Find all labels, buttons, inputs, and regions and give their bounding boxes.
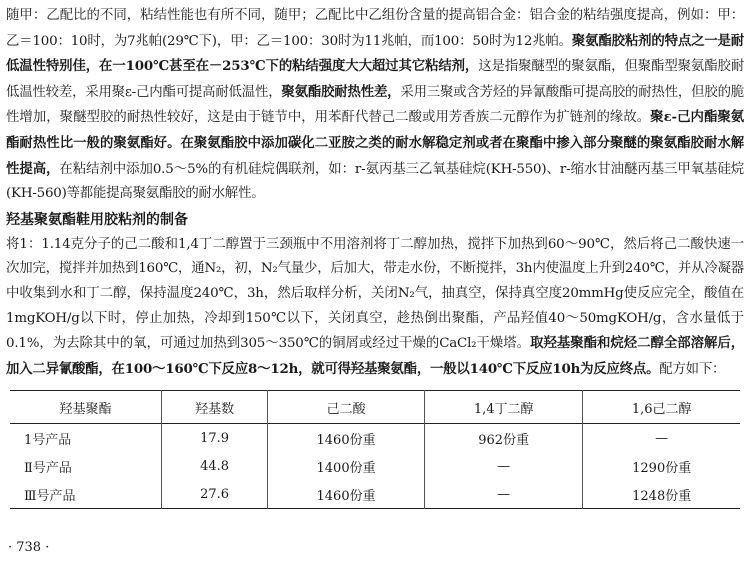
table-cell: 1460份重 — [268, 424, 425, 453]
paragraph-adhesive-properties — [6, 4, 744, 207]
emphasis-text: 聚氨酯胶粘剂的特点之一是耐低温性特别佳，在一100℃甚至在－253℃下的粘结强度大大超过其它粘结剂， — [6, 32, 744, 75]
column-header: 1,6己二醇 — [583, 391, 740, 424]
paragraph-text: 随甲：乙配比的不同，粘结性能也有所不同，随甲；乙配比中乙组份含量的提高铝合金：铝合金的粘结强度提高，例如：甲：乙＝100：10时，为7兆帕(29℃下)，甲：乙＝100：30时为11兆帕，而100：50时为12兆帕。 — [6, 8, 744, 49]
table-header-row — [10, 391, 740, 424]
emphasis-text: 聚氨酯胶耐热性差， — [281, 83, 401, 100]
paragraph-preparation — [6, 233, 744, 383]
paragraph-text: 这是指聚醚型的聚氨酯，但聚酯型聚氨酯胶耐低温性较差，采用聚ε-己内酯可提高耐低温性， — [6, 59, 745, 100]
table-cell: 962份重 — [425, 424, 583, 453]
paragraph-text: 将1：1.14克分子的己二酸和1,4丁二醇置于三颈瓶中不用溶剂将丁二醇加热，搅拌下加热到60～90℃，然后将己二酸快速一次加完，搅拌并加热到160℃，通N₂，初，N₂气量少，后加大，带走水份，不断搅拌，3h内使温度上升到240℃，并从冷凝器中收集到水和丁二醇，保持温度240℃，3h，然后取样分析，关闭N₂气，抽真空，保持真空度20mmHg使反应完全，酸值在1mgKOH/g以下时，停止加热，冷却到150℃以下，关闭真空，趁热倒出聚酯，产品羟值40～50mgKOH/g，含水量低于0.1%，为去除其中的氧，可通过加热到305～350℃的铜屑或经过干燥的CaCl₂干燥塔。 — [6, 236, 744, 352]
table-row — [10, 480, 740, 509]
paragraph-text: 采用三聚或含芳烃的异氰酸酯可提高胶的耐热性，但胶的脆性增加，聚醚型胶的耐热性较好，这是由于链节中，用苯酐代替己二酸或用芳香族二元醇作为扩链剂的缘故。 — [6, 84, 744, 126]
table-cell: 1290份重 — [583, 452, 740, 480]
table-cell: 1号产品 — [24, 432, 72, 448]
table-cell: Ⅲ号产品 — [24, 488, 76, 504]
column-header: 羟基聚酯 — [59, 401, 112, 417]
table-cell: 1460份重 — [268, 480, 425, 509]
emphasis-text: 聚ε-己内酯聚氨酯耐热性比一般的聚氨酯好。在聚氨酯胶中添加碳化二亚胺之类的耐水解稳定剂或者在聚酯中掺入部分聚醚的聚氨酯胶耐水解性提高， — [6, 109, 744, 177]
table-cell: 27.6 — [162, 480, 268, 509]
table-row — [10, 452, 740, 480]
column-header: 1,4丁二醇 — [425, 391, 583, 424]
table-cell: 44.8 — [162, 452, 268, 480]
paragraph-text: 在粘结剂中添加0.5～5%的有机硅烷偶联剂，如：r-氨丙基三乙氧基硅烷(KH-550)、r-缩水甘油醚丙基三甲氧基硅烷(KH-560)等都能提高聚氨酯胶的耐水解性。 — [6, 161, 744, 202]
table-cell: 17.9 — [162, 424, 268, 453]
table-row — [10, 424, 740, 453]
emphasis-text: 取羟基聚酯和烷烃二醇全部溶解后，加入二异氰酸酯，在100～160℃下反应8～12h，就可得羟基聚氨酯，一般以140℃下反应10h为反应终点。 — [6, 335, 744, 377]
page-content — [6, 4, 744, 509]
formula-table — [10, 390, 740, 509]
section-heading: 羟基聚氨酯鞋用胶粘剂的制备 — [6, 211, 188, 228]
page-number: · 738 · — [8, 540, 50, 555]
paragraph-text: 配方如下： — [659, 361, 726, 377]
table-cell: 1248份重 — [583, 480, 740, 509]
table-cell: — — [425, 452, 583, 480]
table-cell: Ⅱ号产品 — [24, 460, 72, 476]
table-cell: — — [583, 424, 740, 453]
table-cell: — — [425, 480, 583, 509]
table-cell: 1400份重 — [268, 452, 425, 480]
column-header: 羟基数 — [162, 391, 268, 424]
column-header: 己二酸 — [268, 391, 425, 424]
